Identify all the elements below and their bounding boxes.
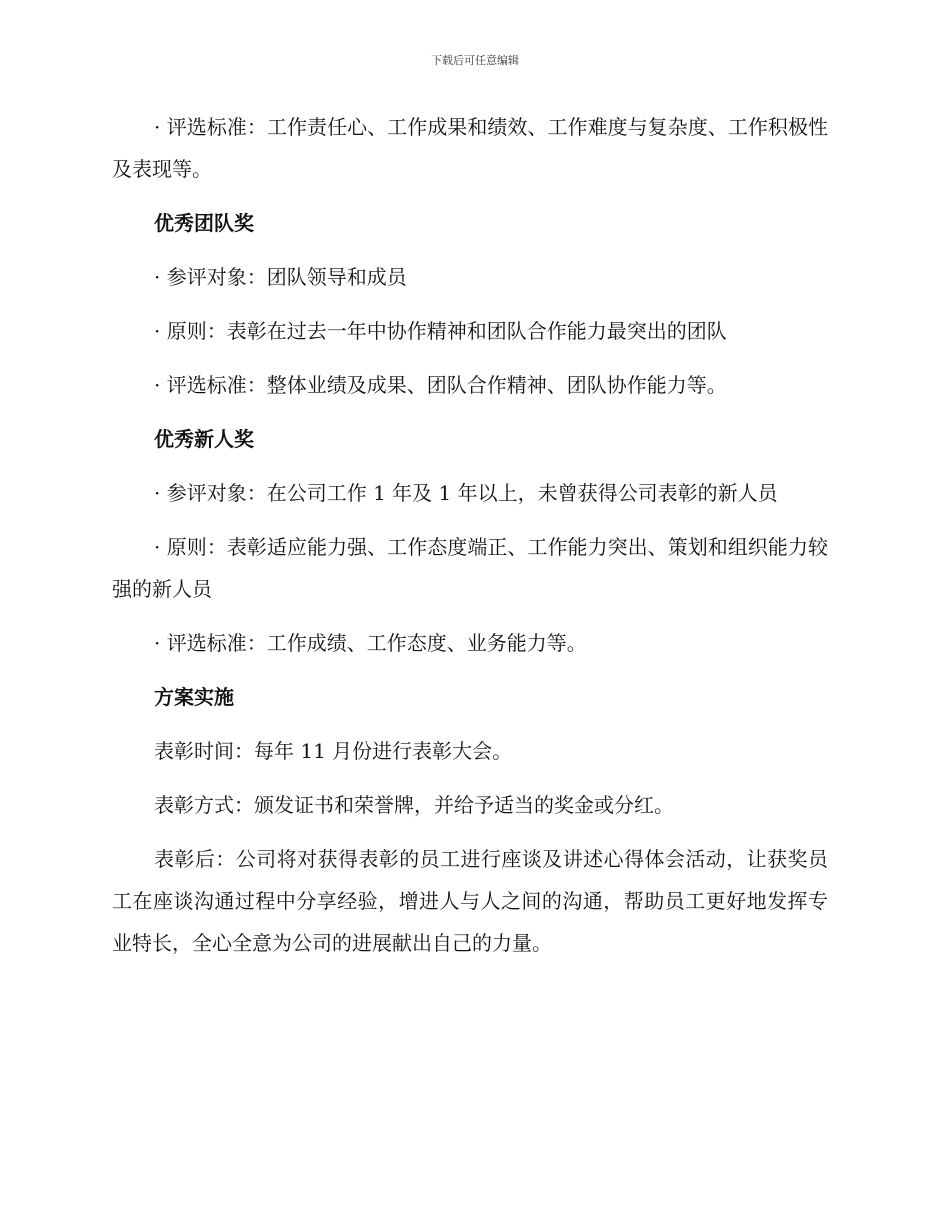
section-heading-newcomer-award: 优秀新人奖 <box>154 427 254 451</box>
section-heading-team-award: 优秀团队奖 <box>154 211 254 235</box>
newcomer-award-principle: · 原则：表彰适应能力强、工作态度端正、工作能力突出、策划和组织能力较强的新人员 <box>112 535 828 601</box>
team-award-participants: · 参评对象：团队领导和成员 <box>154 265 407 289</box>
section-heading-implementation: 方案实施 <box>154 685 234 709</box>
implementation-time: 表彰时间：每年 11 月份进行表彰大会。 <box>154 739 513 763</box>
newcomer-award-criteria: · 评选标准：工作成绩、工作态度、业务能力等。 <box>154 631 587 655</box>
newcomer-award-participants: · 参评对象：在公司工作 1 年及 1 年以上，未曾获得公司表彰的新人员 <box>154 481 778 505</box>
implementation-method: 表彰方式：颁发证书和荣誉牌，并给予适当的奖金或分红。 <box>154 793 674 817</box>
page-header: 下载后可任意编辑 <box>431 54 519 67</box>
team-award-principle: · 原则：表彰在过去一年中协作精神和团队合作能力最突出的团队 <box>154 319 727 343</box>
implementation-followup: 表彰后：公司将对获得表彰的员工进行座谈及讲述心得体会活动，让获奖员工在座谈沟通过程中分享经验，增进人与人之间的沟通，帮助员工更好地发挥专业特长，全心全意为公司的进展献出自己的力量。 <box>112 847 828 955</box>
team-award-criteria: · 评选标准：整体业绩及成果、团队合作精神、团队协作能力等。 <box>154 373 727 397</box>
document-body <box>112 106 828 976</box>
criteria-paragraph: · 评选标准：工作责任心、工作成果和绩效、工作难度与复杂度、工作积极性及表现等。 <box>112 115 828 181</box>
